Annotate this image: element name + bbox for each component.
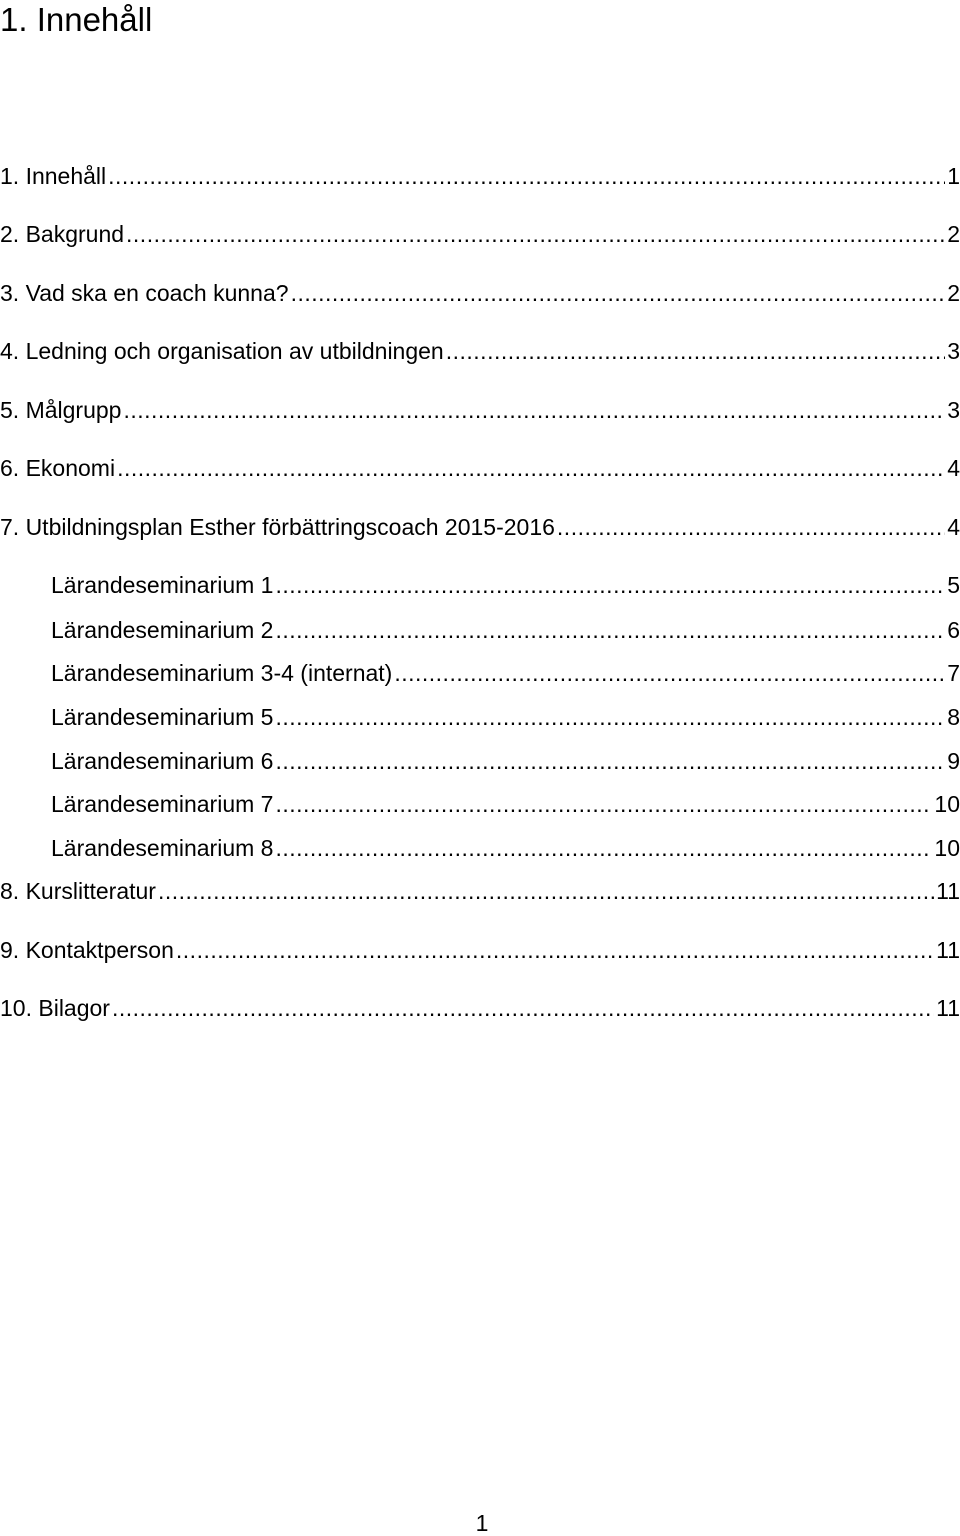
toc-subentry[interactable] (51, 790, 960, 818)
toc-entry-page: 5 (947, 572, 960, 598)
toc-dot-leader (557, 513, 945, 541)
page-number: 1 (475, 1510, 489, 1536)
toc-dot-leader (158, 877, 934, 905)
toc-entry-title: Lärandeseminarium 5 (51, 704, 274, 730)
toc-dot-leader (123, 396, 945, 424)
toc-entry[interactable] (0, 454, 960, 482)
toc-entry-page: 11 (936, 937, 960, 963)
toc-entry-title: Lärandeseminarium 1 (51, 572, 274, 598)
toc-entry-title: Lärandeseminarium 7 (51, 791, 274, 817)
toc-dot-leader (275, 790, 932, 818)
toc-entry[interactable] (0, 162, 960, 190)
toc-entry-page: 2 (947, 280, 960, 306)
toc-entry-page: 9 (947, 748, 960, 774)
toc-entry-title: 8. Kurslitteratur (0, 878, 156, 904)
toc-dot-leader (291, 279, 946, 307)
toc-dot-leader (394, 659, 945, 687)
toc-subentry[interactable] (51, 616, 960, 644)
toc-entry-title: 2. Bakgrund (0, 221, 125, 247)
toc-entry[interactable] (0, 936, 960, 964)
toc-entry[interactable] (0, 994, 960, 1022)
toc-entry-title: 10. Bilagor (0, 995, 110, 1021)
page-heading: 1. Innehåll (0, 1, 153, 38)
toc-dot-leader (275, 571, 945, 599)
toc-entry[interactable] (0, 337, 960, 365)
toc-dot-leader (117, 454, 945, 482)
toc-entry-title: Lärandeseminarium 3-4 (internat) (51, 660, 393, 686)
toc-dot-leader (446, 337, 945, 365)
toc-entry[interactable] (0, 220, 960, 248)
toc-entry-page: 7 (947, 660, 960, 686)
toc-entry-page: 10 (934, 835, 960, 861)
toc-entry-title: 7. Utbildningsplan Esther förbättringscoach 2015-2016 (0, 514, 555, 540)
toc-entry-page: 3 (947, 397, 960, 423)
toc-entry-page: 11 (936, 878, 960, 904)
toc-subentry[interactable] (51, 747, 960, 775)
toc-entry-title: Lärandeseminarium 6 (51, 748, 274, 774)
toc-entry[interactable] (0, 877, 960, 905)
toc-entry-page: 4 (947, 455, 960, 481)
toc-dot-leader (275, 616, 945, 644)
toc-entry-page: 2 (947, 221, 960, 247)
toc-dot-leader (275, 834, 932, 862)
toc-dot-leader (275, 747, 945, 775)
toc-dot-leader (126, 220, 945, 248)
toc-dot-leader (112, 994, 934, 1022)
toc-entry[interactable] (0, 396, 960, 424)
toc-entry-title: 1. Innehåll (0, 163, 107, 189)
toc-entry-page: 3 (947, 338, 960, 364)
toc-dot-leader (108, 162, 945, 190)
toc-subentry[interactable] (51, 834, 960, 862)
toc-entry-page: 4 (947, 514, 960, 540)
toc-entry-page: 1 (947, 163, 960, 189)
toc-subentry[interactable] (51, 571, 960, 599)
toc-entry-title: Lärandeseminarium 8 (51, 835, 274, 861)
toc-entry-title: 3. Vad ska en coach kunna? (0, 280, 289, 306)
toc-entry-title: 9. Kontaktperson (0, 937, 174, 963)
toc-subentry[interactable] (51, 659, 960, 687)
toc-entry-page: 11 (936, 995, 960, 1021)
toc-entry-page: 10 (934, 791, 960, 817)
toc-entry-page: 8 (947, 704, 960, 730)
toc-dot-leader (275, 703, 945, 731)
toc-entry-page: 6 (947, 617, 960, 643)
toc-entry-title: 4. Ledning och organisation av utbildningen (0, 338, 444, 364)
toc-dot-leader (176, 936, 934, 964)
toc-entry[interactable] (0, 513, 960, 541)
toc-entry-title: 5. Målgrupp (0, 397, 122, 423)
toc-subentry[interactable] (51, 703, 960, 731)
toc-entry[interactable] (0, 279, 960, 307)
toc-entry-title: 6. Ekonomi (0, 455, 116, 481)
toc-entry-title: Lärandeseminarium 2 (51, 617, 274, 643)
